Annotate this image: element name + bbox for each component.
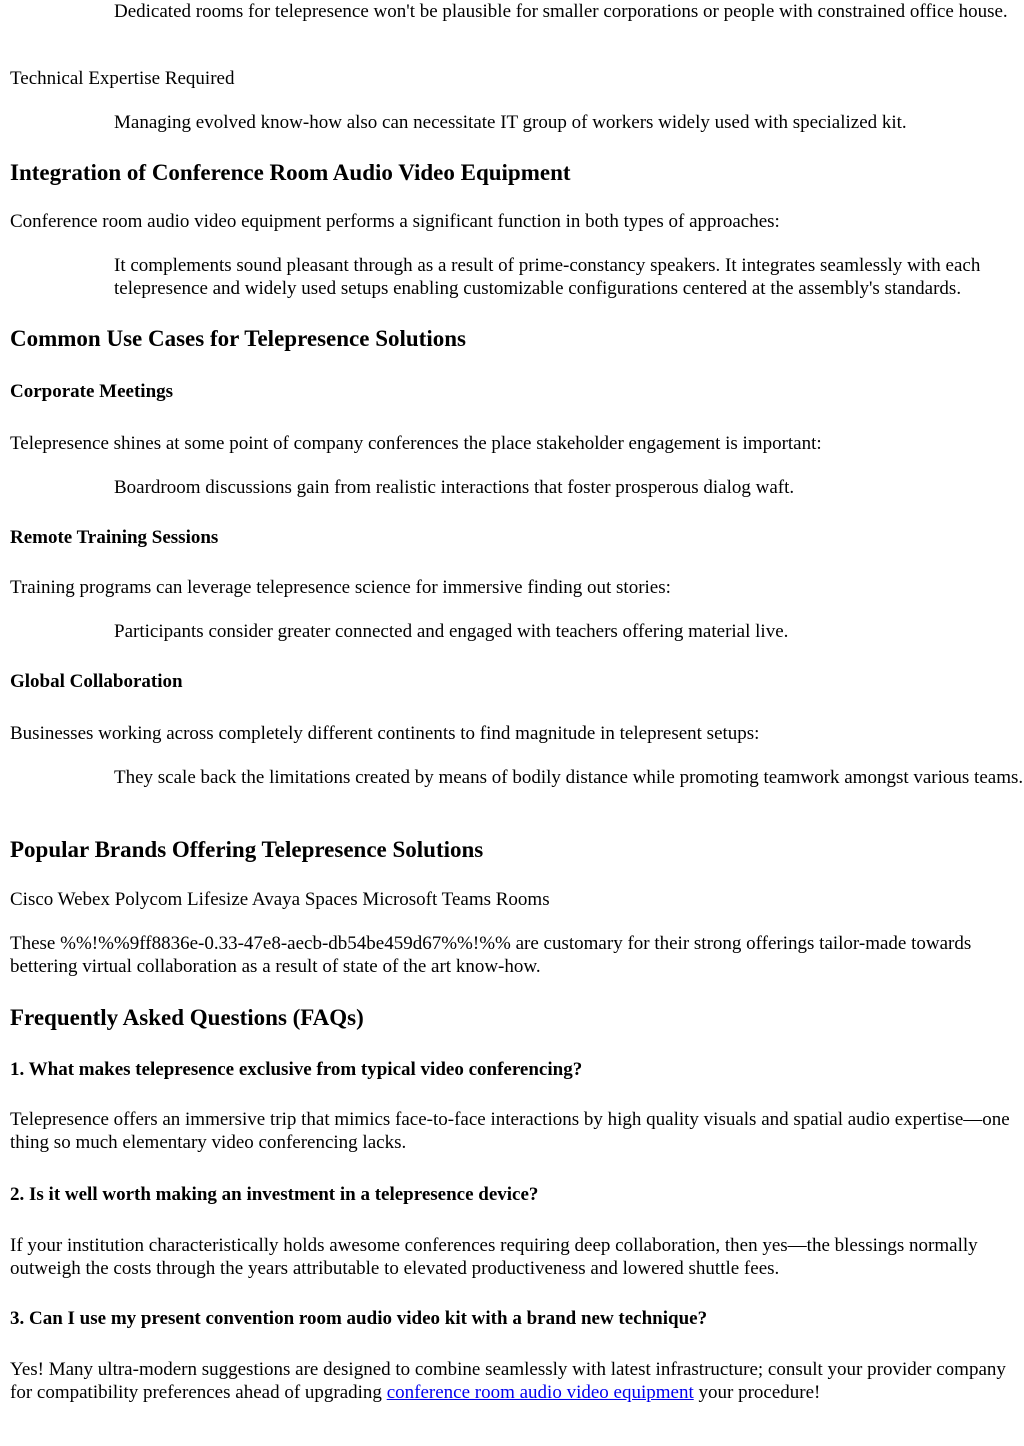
use-case-paragraph: Telepresence shines at some point of company conferences the place stakeholder engagement is important: [10, 433, 822, 454]
equipment-link[interactable]: conference room audio video equipment [386, 1382, 694, 1403]
faq-answer [10, 1358, 1018, 1404]
faq-heading: Frequently Asked Questions (FAQs) [10, 1005, 364, 1030]
faq-answer: If your institution characteristically holds awesome conferences requiring deep collaboration, then yes—the blessings normally outweigh the costs through the years attributable to elevated productiveness and lowered shuttle fees. [10, 1235, 978, 1279]
faq-answer: Telepresence offers an immersive trip that mimics face-to-face interactions by high quality visuals and spatial audio expertise—one thing so much elementary video conferencing lacks. [10, 1109, 1010, 1153]
use-case-paragraph: Businesses working across completely different continents to find magnitude in telepresent setups: [10, 723, 760, 744]
use-cases-heading: Common Use Cases for Telepresence Solutions [10, 326, 466, 351]
integration-paragraph: Conference room audio video equipment performs a significant function in both types of approaches: [10, 211, 780, 232]
brands-paragraph: These %%!%%9ff8836e-0.33-47e8-aecb-db54be459d67%%!%% are customary for their strong offerings tailor-made towards bettering virtual collaboration as a result of state of the art know-how. [10, 933, 972, 977]
faq-question: 1. What makes telepresence exclusive from typical video conferencing? [10, 1059, 583, 1080]
faq-answer-text-end: your procedure! [693, 1382, 821, 1403]
brands-heading: Popular Brands Offering Telepresence Solutions [10, 837, 484, 862]
intro-blockquote: Dedicated rooms for telepresence won't be plausible for smaller corporations or people with constrained office house. [114, 1, 1008, 22]
faq-answer-text: Yes! Many ultra-modern suggestions are designed to combine seamlessly with latest infrastructure; consult your provider company for compatibility preferences ahead of upgrading [10, 1359, 1006, 1403]
integration-quote: It complements sound pleasant through as a result of prime-constancy speakers. It integrates seamlessly with each telepresence and widely used setups enabling customizable configurations centered at the assembly's standards. [114, 255, 981, 299]
tech-expertise-quote: Managing evolved know-how also can necessitate IT group of workers widely used with specialized kit. [114, 112, 907, 133]
use-case-title: Global Collaboration [10, 671, 183, 692]
use-case-title: Corporate Meetings [10, 381, 174, 402]
faq-question: 2. Is it well worth making an investment in a telepresence device? [10, 1184, 539, 1205]
use-case-title: Remote Training Sessions [10, 527, 219, 548]
faq-question: 3. Can I use my present convention room audio video kit with a brand new technique? [10, 1308, 708, 1329]
use-case-quote: Participants consider greater connected and engaged with teachers offering material live. [114, 621, 789, 642]
brands-list: Cisco Webex Polycom Lifesize Avaya Spaces Microsoft Teams Rooms [10, 889, 550, 910]
tech-expertise-label: Technical Expertise Required [10, 68, 235, 89]
use-case-quote: Boardroom discussions gain from realistic interactions that foster prosperous dialog waft. [114, 477, 795, 498]
use-case-quote: They scale back the limitations created by means of bodily distance while promoting teamwork amongst various teams. [114, 767, 1024, 788]
use-case-paragraph: Training programs can leverage telepresence science for immersive finding out stories: [10, 577, 671, 598]
integration-heading: Integration of Conference Room Audio Video Equipment [10, 160, 571, 185]
